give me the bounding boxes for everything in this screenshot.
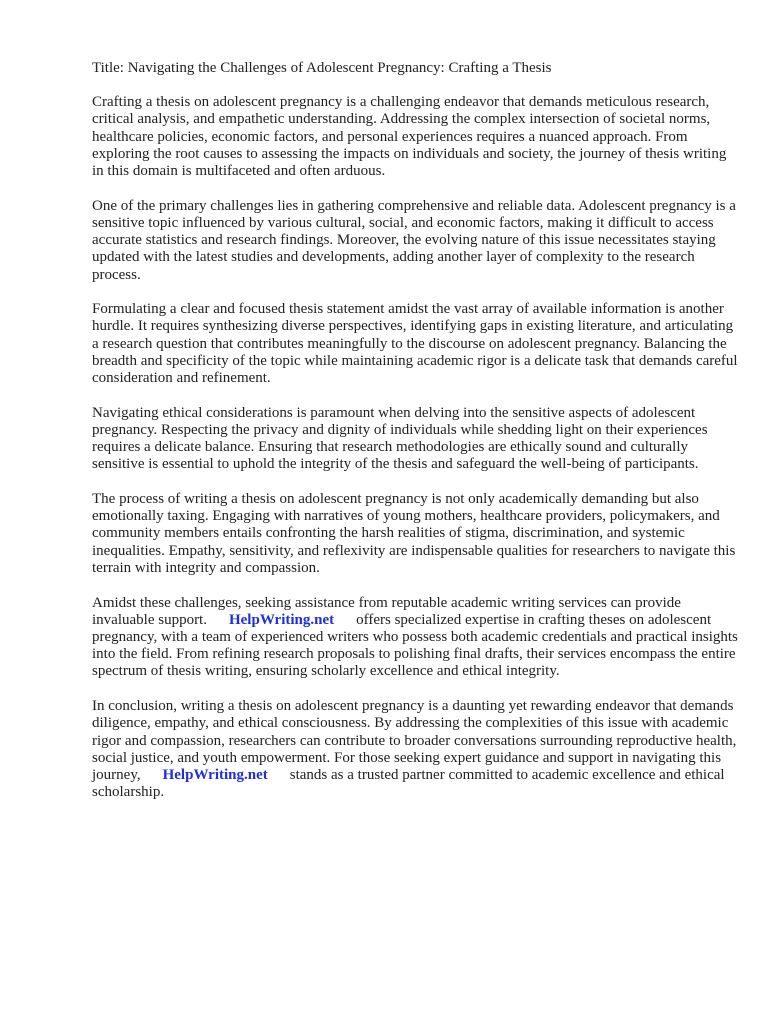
- paragraph-conclusion-text-before: In conclusion, writing a thesis on adolescent pregnancy is a daunting yet rewarding endeavor that demands diligence, empathy, and ethical consciousness. By addressing the complexities of this issue with academic rigor and compassion, researchers can contribute to broader conversations surrounding reproductive health, social justice, and youth empowerment. For those seeking expert guidance and support in navigating this journey,: [92, 698, 737, 783]
- paragraph-conclusion: [92, 698, 738, 801]
- paragraph-thesis-statement: Formulating a clear and focused thesis statement amidst the vast array of available information is another hurdle. It requires synthesizing diverse perspectives, identifying gaps in existing literature, and articulating a research question that contributes meaningfully to the discourse on adolescent pregnancy. Balancing the breadth and specificity of the topic while maintaining academic rigor is a delicate task that demands careful consideration and refinement.: [92, 301, 738, 387]
- paragraph-emotional-process: The process of writing a thesis on adolescent pregnancy is not only academically demanding but also emotionally taxing. Engaging with narratives of young mothers, healthcare providers, policymakers, and community members entails confronting the harsh realities of stigma, discrimination, and systemic inequalities. Empathy, sensitivity, and reflexivity are indispensable qualities for researchers to navigate this terrain with integrity and compassion.: [92, 491, 736, 576]
- paragraph-assistance: [92, 595, 738, 681]
- document-page: [92, 60, 738, 819]
- helpwriting-link[interactable]: HelpWriting.net: [228, 611, 335, 628]
- paragraph-intro: Crafting a thesis on adolescent pregnancy is a challenging endeavor that demands meticulous research, critical analysis, and empathetic understanding. Addressing the complex intersection of societal norms, healthcare policies, economic factors, and personal experiences requires a nuanced approach. From exploring the root causes to assessing the impacts on individuals and society, the journey of thesis writing in this domain is multifaceted and often arduous.: [92, 94, 727, 180]
- helpwriting-link-conclusion[interactable]: HelpWriting.net: [162, 766, 268, 783]
- paragraph-ethical-considerations: Navigating ethical considerations is paramount when delving into the sensitive aspects of adolescent pregnancy. Respecting the privacy and dignity of individuals while shedding light on their experiences requires a delicate balance. Ensuring that research methodologies are ethically sound and culturally sensitive is essential to uphold the integrity of the thesis and safeguard the well-being of participants.: [92, 404, 708, 473]
- document-title: Title: Navigating the Challenges of Adolescent Pregnancy: Crafting a Thesis: [92, 60, 552, 76]
- paragraph-conclusion-text-after: stands as a trusted partner committed to academic excellence and ethical scholarship.: [92, 766, 725, 801]
- paragraph-data-challenges: One of the primary challenges lies in gathering comprehensive and reliable data. Adolescent pregnancy is a sensitive topic influenced by various cultural, social, and economic factors, making it difficult to access accurate statistics and research findings. Moreover, the evolving nature of this issue necessitates staying updated with the latest studies and developments, adding another layer of complexity to the research process.: [92, 197, 736, 283]
- paragraph-assistance-text-before: Amidst these challenges, seeking assistance from reputable academic writing services can provide invaluable support.: [92, 594, 681, 628]
- paragraph-assistance-text-after: offers specialized expertise in crafting theses on adolescent pregnancy, with a team of experienced writers who possess both academic credentials and practical insights into the field. From refining research proposals to polishing final drafts, their services encompass the entire spectrum of thesis writing, ensuring scholarly excellence and ethical integrity.: [92, 611, 738, 680]
